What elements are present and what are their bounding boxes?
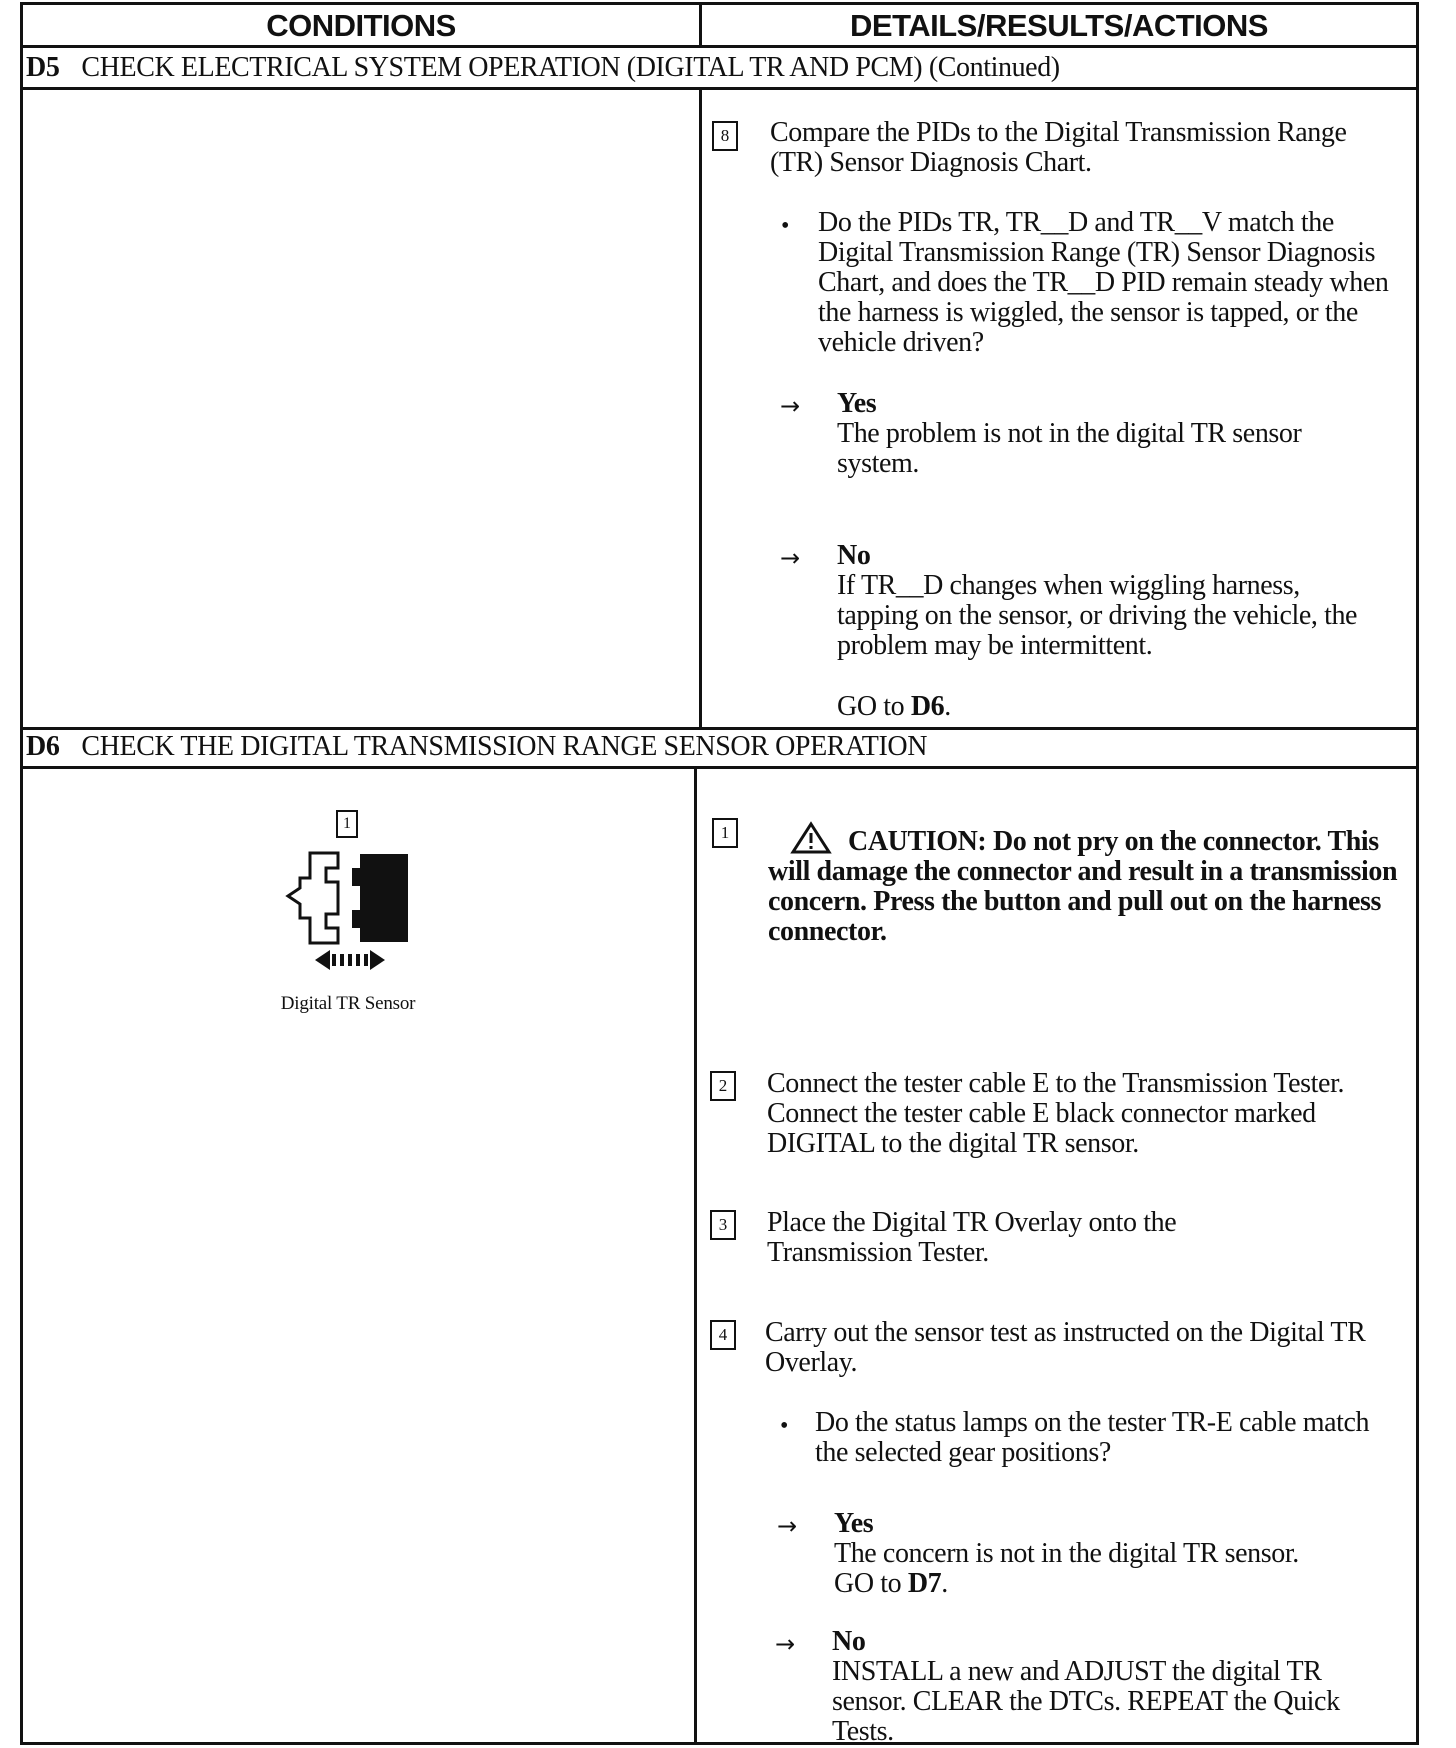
step-3-text: Place the Digital TR Overlay onto the Transmission Tester. [767,1207,1177,1268]
step-8-bullet: • [781,213,790,239]
step-4-no-label: No [832,1626,866,1657]
step-8-go-to [837,692,951,722]
table-right-border [1416,2,1419,1745]
d6-code: D6 [26,731,60,762]
step-4-go-target: D7 [907,1568,942,1599]
step-4-bullet: • [780,1413,789,1439]
step-8-no-arrow-icon: → [780,544,801,572]
d5-title: CHECK ELECTRICAL SYSTEM OPERATION (DIGITAL TR AND PCM) (Continued) [81,52,1060,83]
step-8-text: Compare the PIDs to the Digital Transmission Range (TR) Sensor Diagnosis Chart. [770,117,1347,178]
column-divider-d5 [699,87,702,729]
step-4-text: Carry out the sensor test as instructed on the Digital TR Overlay. [765,1317,1366,1378]
illustration-callout-box: 1 [336,810,358,838]
column-divider-d6 [694,766,697,1745]
d5-section-header [26,48,1060,88]
step-4-yes-label: Yes [834,1508,874,1539]
step-8-no-label: No [837,540,871,571]
step-4-yes-arrow-icon: → [777,1512,798,1540]
table-left-border [20,2,23,1745]
d6-title: CHECK THE DIGITAL TRANSMISSION RANGE SENSOR OPERATION [81,731,928,762]
table-top-border [20,2,1419,5]
step-1-caution: CAUTION: Do not pry on the connector. This will damage the connector and result in a transmission concern. Press the button and pull out on the harness connector. [768,826,1398,947]
harness-connector-shape [288,853,338,943]
step-1-caution-text [768,827,1402,947]
step-8-yes-label: Yes [837,388,877,419]
d5-code: D5 [26,52,60,83]
step-4-yes-go-to [834,1569,948,1599]
step-8-go-target: D6 [910,691,945,722]
step-4-number-box: 4 [710,1320,736,1350]
step-4-no-arrow-icon: → [775,1630,796,1658]
step-8-yes-text: The problem is not in the digital TR sensor system. [837,418,1302,479]
step-8-yes-arrow-icon: → [780,392,801,420]
step-1-number-box: 1 [712,818,738,848]
details-column-header: DETAILS/RESULTS/ACTIONS [850,8,1268,43]
digital-tr-sensor-illustration [280,848,420,978]
step-8-no-text: If TR__D changes when wiggling harness, tapping on the sensor, or driving the vehicle, the problem may be intermittent. [837,570,1358,661]
step-4-no-text: INSTALL a new and ADJUST the digital TR sensor. CLEAR the DTCs. REPEAT the Quick Tests. [832,1656,1340,1747]
step-4-yes-text: The concern is not in the digital TR sensor. [834,1538,1299,1569]
step-8-go-suffix: . [944,691,951,722]
step-8-go-prefix: GO to [837,691,911,722]
sensor-connector-shape [352,854,408,942]
conditions-column-header: CONDITIONS [266,8,456,43]
d6-section-header [26,727,927,767]
step-8-number-box: 8 [712,121,738,151]
step-4-go-suffix: . [941,1568,948,1599]
illustration-caption: Digital TR Sensor [280,993,416,1014]
step-2-text: Connect the tester cable E to the Transmission Tester. Connect the tester cable E black connector marked DIGITAL to the digital TR sensor. [767,1068,1345,1159]
step-4-go-prefix: GO to [834,1568,908,1599]
step-3-number-box: 3 [710,1210,736,1240]
step-8-question: Do the PIDs TR, TR__D and TR__V match the Digital Transmission Range (TR) Sensor Diagnosis Chart, and does the TR__D PID remain steady when the harness is wiggled, the sensor is tapped, or the vehicle driven? [818,207,1389,358]
step-2-number-box: 2 [710,1071,736,1101]
step-4-question: Do the status lamps on the tester TR-E cable match the selected gear positions? [815,1407,1370,1468]
